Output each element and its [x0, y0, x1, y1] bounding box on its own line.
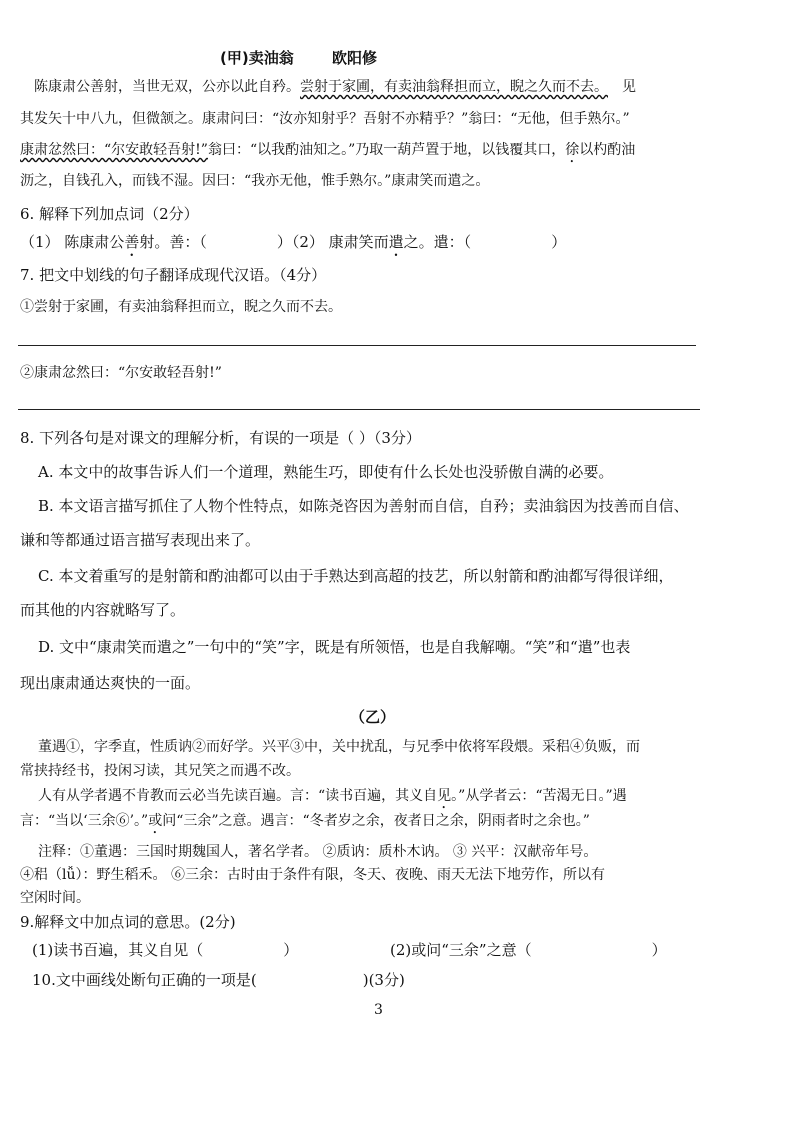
- passage-a-line-3: [20, 141, 635, 166]
- passage-b-text: 言：“当以‘三余⑥’。”: [20, 813, 149, 829]
- passage-b-title: （乙）: [350, 708, 396, 726]
- passage-a-line-1: [20, 78, 636, 97]
- dotted-word: 或: [148, 813, 163, 829]
- option-d-line-1: D. 文中“康肃笑而遣之”一句中的“笑”字，既是有所领悟，也是自我解嘲。“笑”和“遣”也表: [38, 638, 631, 656]
- passage-b-line-1: 董遇①，字季直，性质讷②而好学。兴平③中，关中扰乱，与兄季中依将军段煨。采稆④负贩，而: [38, 739, 640, 755]
- passage-a-text: 翁曰：“以我酌油知之。”乃取一葫芦置于地，以钱覆其口，: [207, 142, 566, 158]
- option-b-line-1: B. 本文语言描写抓住了人物个性特点，如陈尧咨因为善射而自信，自矜；卖油翁因为技善而自信、: [38, 497, 689, 515]
- passage-a-author: 欧阳修: [332, 49, 378, 67]
- annotation-line-3: 空闲时间。: [20, 890, 90, 906]
- passage-a-text: 陈康肃公善射，当世无双，公亦以此自矜。: [34, 79, 300, 95]
- q6-text: ）（2） 康肃笑而: [276, 233, 389, 251]
- passage-a-text: 以杓酌油: [579, 142, 636, 158]
- answer-line-2[interactable]: [18, 409, 700, 410]
- question-9-item-1: [32, 940, 298, 960]
- passage-b-line-2: 常挟持经书，投闲习读，其兄笑之而遇不改。: [20, 763, 300, 779]
- annotation-line-2: ④稆（lǚ）：野生稻禾。 ⑥三余：古时由于条件有限，冬天、夜晚、雨天无法下地劳作，所以有: [20, 867, 605, 883]
- question-7-sentence-1: ①尝射于家圃，有卖油翁释担而立，睨之久而不去。: [20, 299, 342, 315]
- answer-line-1[interactable]: [18, 345, 696, 346]
- page-number: 3: [374, 1002, 383, 1018]
- question-9-item-2: [390, 940, 667, 960]
- underlined-sentence-1: 尝射于家圃，有卖油翁释担而立，睨之久而不去。: [300, 79, 608, 95]
- option-c-line-2: 而其他的内容就略写了。: [20, 601, 186, 619]
- passage-b-text: 。”从学者云：“苦渴无日。”遇: [451, 788, 627, 804]
- annotation-line-1: 注释：①董遇：三国时期魏国人，著名学者。 ②质讷：质朴木讷。 ③ 兴平：汉献帝年号。: [38, 844, 598, 860]
- passage-b-line-3: [38, 787, 627, 812]
- q9-text: ）: [651, 941, 667, 959]
- passage-b-text: 人有从学者遇不肯教而云必当先读百遍。言：“读书百遍，其义自: [38, 788, 438, 804]
- question-10: [32, 970, 405, 990]
- question-6-title: 6. 解释下列加点词（2分）: [20, 205, 199, 223]
- dotted-word: 见: [437, 788, 452, 804]
- q6-text: 射。善：（: [139, 233, 207, 251]
- q6-text: ）: [551, 233, 567, 251]
- passage-a-line-4: 沥之，自钱孔入，而钱不湿。因曰：“我亦无他，惟手熟尔。”康肃笑而遣之。: [20, 173, 490, 189]
- question-9-title: 9.解释文中加点词的意思。(2分): [20, 913, 236, 931]
- passage-b-text: 问“三余”之意。遇言：“冬者岁之余，夜者日之余，阴雨者时之余也。”: [162, 813, 590, 829]
- question-6-items: [20, 232, 566, 260]
- q6-text: 之。遣：（: [403, 233, 472, 251]
- dotted-word: 徐: [565, 142, 580, 158]
- option-d-line-2: 现出康肃通达爽快的一面。: [20, 674, 201, 692]
- question-7-sentence-2: ②康肃忿然曰：“尔安敢轻吾射!”: [20, 365, 222, 381]
- dotted-word: 善: [124, 233, 140, 251]
- passage-a-line-2: 其发矢十中八九，但微颔之。康肃问曰：“汝亦知射乎？吾射不亦精乎？”翁曰：“无他，但手熟尔。”: [20, 111, 630, 127]
- question-8-title: 8. 下列各句是对课文的理解分析，有误的一项是（ ）（3分）: [20, 429, 421, 447]
- q10-text: )(3分): [362, 971, 405, 989]
- dotted-word: 遣: [388, 233, 404, 251]
- q10-text: 10.文中画线处断句正确的一项是(: [32, 971, 257, 989]
- q6-text: （1） 陈康肃公: [20, 233, 125, 251]
- passage-a-text: 见: [622, 79, 636, 95]
- option-b-line-2: 谦和等都通过语言描写表现出来了。: [20, 531, 261, 549]
- q9-text: ）: [283, 941, 299, 959]
- passage-a-title: (甲)卖油翁: [220, 49, 294, 67]
- underlined-sentence-2: 康肃忿然曰：“尔安敢轻吾射!”: [20, 142, 208, 158]
- passage-b-line-4: [20, 812, 590, 837]
- option-c-line-1: C. 本文着重写的是射箭和酌油都可以由于手熟达到高超的技艺，所以射箭和酌油都写得很详细，: [38, 567, 674, 585]
- q9-text: (1)读书百遍，其义自见（: [32, 941, 204, 959]
- question-7-title: 7. 把文中划线的句子翻译成现代汉语。（4分）: [20, 266, 327, 284]
- q9-text: (2)或问“三余”之意（: [390, 941, 532, 959]
- option-a: A. 本文中的故事告诉人们一个道理，熟能生巧，即使有什么长处也没骄傲自满的必要。: [38, 463, 614, 481]
